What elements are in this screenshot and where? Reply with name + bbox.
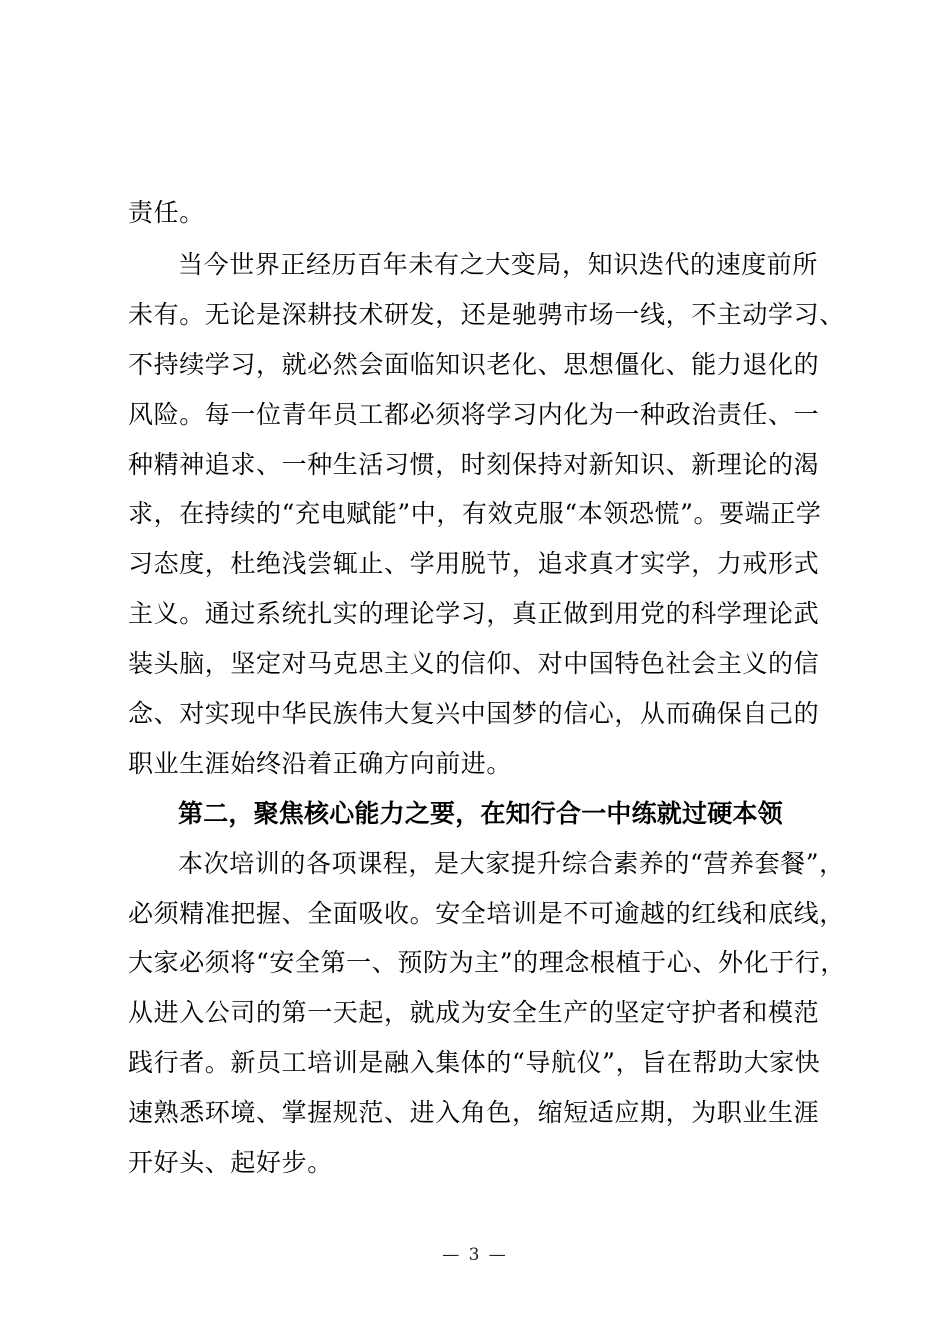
body-line: 从进入公司的第一天起，就成为安全生产的坚定守护者和模范 [128, 998, 820, 1027]
body-line: 种精神追求、一种生活习惯，时刻保持对新知识、新理论的渴 [128, 450, 820, 479]
page-number: — 3 — [442, 1245, 508, 1265]
body-line: 大家必须将“安全第一、预防为主”的理念根植于心、外化于行， [128, 948, 846, 977]
body-line: 未有。无论是深耕技术研发，还是驰骋市场一线，不主动学习、 [128, 300, 845, 329]
body-line: 风险。每一位青年员工都必须将学习内化为一种政治责任、一 [128, 400, 820, 429]
body-line: 习态度，杜绝浅尝辄止、学用脱节，追求真才实学，力戒形式 [128, 549, 820, 578]
body-line: 践行者。新员工培训是融入集体的“导航仪”，旨在帮助大家快 [128, 1048, 821, 1077]
body-line: 求，在持续的“充电赋能”中，有效克服“本领恐慌”。要端正学 [128, 499, 822, 528]
section-heading: 第二，聚焦核心能力之要，在知行合一中练就过硬本领 [178, 799, 783, 828]
body-line: 速熟悉环境、掌握规范、进入角色，缩短适应期，为职业生涯 [128, 1098, 820, 1127]
body-line: 必须精准把握、全面吸收。安全培训是不可逾越的红线和底线， [128, 899, 845, 928]
body-line: 不持续学习，就必然会面临知识老化、思想僵化、能力退化的 [128, 350, 820, 379]
body-line: 当今世界正经历百年未有之大变局，知识迭代的速度前所 [178, 250, 819, 279]
body-line: 责任。 [128, 198, 205, 227]
body-line: 念、对实现中华民族伟大复兴中国梦的信心，从而确保自己的 [128, 699, 820, 728]
body-line: 本次培训的各项课程，是大家提升综合素养的“营养套餐”， [178, 849, 845, 878]
body-line: 装头脑，坚定对马克思主义的信仰、对中国特色社会主义的信 [128, 649, 820, 678]
body-line: 开好头、起好步。 [128, 1148, 333, 1177]
body-line: 职业生涯始终沿着正确方向前进。 [128, 749, 513, 778]
body-line: 主义。通过系统扎实的理论学习，真正做到用党的科学理论武 [128, 599, 820, 628]
